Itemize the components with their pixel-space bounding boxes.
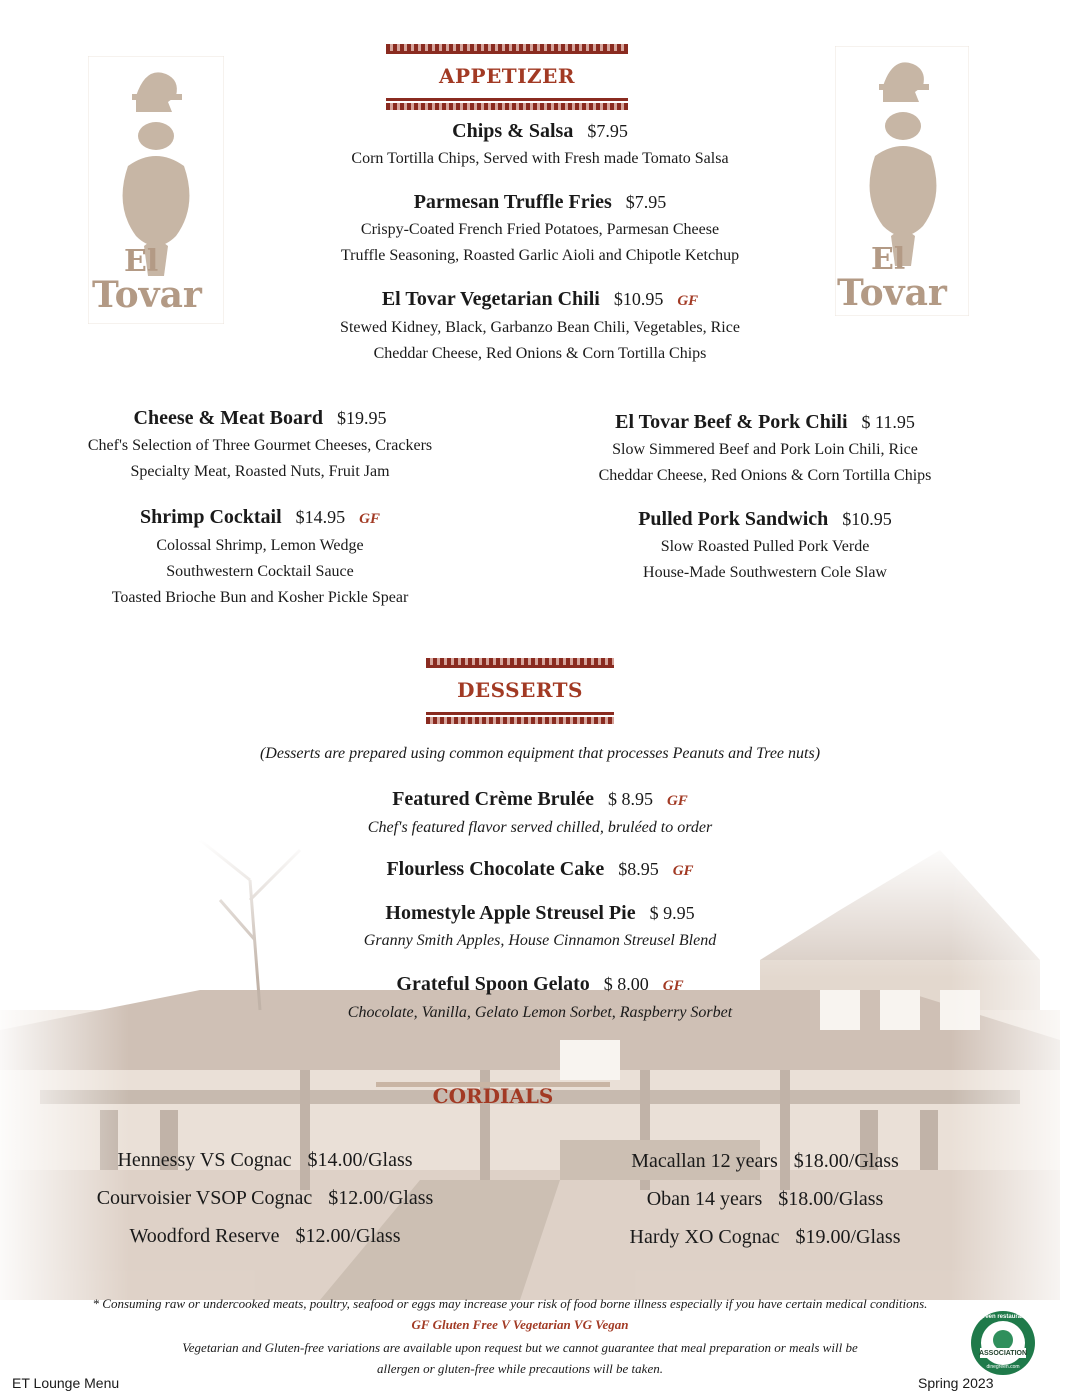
cordial-row bbox=[540, 1142, 990, 1180]
variations-disclaimer: Vegetarian and Gluten-free variations are available upon request but we cannot guarantee that meal preparation or meals will be bbox=[182, 1340, 858, 1355]
green-restaurant-badge bbox=[970, 1310, 1036, 1376]
footer-menu-name: ET Lounge Menu bbox=[12, 1375, 120, 1391]
cordial-row bbox=[40, 1179, 490, 1217]
item-name: Cheese & Meat Board bbox=[133, 407, 323, 429]
desserts-title: DESSERTS bbox=[457, 678, 583, 702]
item-price: $14.95 bbox=[295, 507, 346, 527]
gluten-free-tag: GF bbox=[677, 293, 699, 309]
item-description: Southwestern Cocktail Sauce bbox=[166, 563, 354, 580]
item-description: Corn Tortilla Chips, Served with Fresh made Tomato Salsa bbox=[351, 150, 729, 167]
item-description: Chocolate, Vanilla, Gelato Lemon Sorbet, Raspberry Sorbet bbox=[347, 1004, 733, 1021]
appetizer-item bbox=[200, 285, 880, 367]
item-price: $10.95 bbox=[842, 509, 892, 529]
footer-season: Spring 2023 bbox=[918, 1375, 994, 1391]
cordial-name: Macallan 12 years bbox=[631, 1150, 778, 1172]
item-description: Truffle Seasoning, Roasted Garlic Aioli and Chipotle Ketchup bbox=[340, 247, 740, 264]
appetizer-banner bbox=[386, 44, 628, 110]
cordial-price: $12.00/Glass bbox=[328, 1187, 434, 1209]
item-price: $ 8.95 bbox=[607, 789, 653, 809]
item-description: House-Made Southwestern Cole Slaw bbox=[643, 564, 887, 581]
variations-disclaimer: allergen or gluten-free while precautions will be taken. bbox=[377, 1361, 663, 1376]
item-price: $ 9.95 bbox=[649, 903, 695, 923]
appetizer-item bbox=[200, 188, 880, 269]
gluten-free-tag: GF bbox=[666, 793, 688, 809]
item-description: Toasted Brioche Bun and Kosher Pickle Spear bbox=[111, 589, 409, 606]
item-description: Colossal Shrimp, Lemon Wedge bbox=[156, 537, 364, 554]
cordial-price: $14.00/Glass bbox=[307, 1149, 413, 1171]
cordial-name: Courvoisier VSOP Cognac bbox=[96, 1187, 313, 1209]
item-name: Flourless Chocolate Cake bbox=[386, 858, 605, 880]
item-price: $10.95 bbox=[613, 289, 664, 309]
dessert-item bbox=[200, 855, 880, 885]
item-price: $7.95 bbox=[625, 192, 667, 212]
item-description: Chef's Selection of Three Gourmet Cheeses, Crackers bbox=[87, 437, 433, 454]
gluten-free-tag: GF bbox=[359, 511, 381, 527]
cordials-right-list bbox=[540, 1142, 990, 1256]
cordial-name: Oban 14 years bbox=[646, 1188, 763, 1210]
item-price: $8.95 bbox=[618, 859, 659, 879]
raw-food-warning: * Consuming raw or undercooked meats, poultry, seafood or eggs may increase your risk of food borne illness especially if you have certain medical conditions. bbox=[92, 1296, 928, 1311]
logo-tovar-text: Tovar bbox=[837, 272, 947, 314]
logo-el-text: El bbox=[124, 244, 159, 279]
item-description: Stewed Kidney, Black, Garbanzo Bean Chili, Vegetables, Rice bbox=[340, 319, 740, 336]
appetizer-item bbox=[540, 505, 990, 586]
item-name: Parmesan Truffle Fries bbox=[413, 191, 612, 213]
item-description: Slow Simmered Beef and Pork Loin Chili, Rice bbox=[612, 441, 918, 458]
item-description: Specialty Meat, Roasted Nuts, Fruit Jam bbox=[130, 463, 390, 480]
cordial-name: Hardy XO Cognac bbox=[629, 1226, 780, 1248]
desserts-allergen-note: (Desserts are prepared using common equipment that processes Peanuts and Tree nuts) bbox=[259, 745, 821, 762]
dessert-item bbox=[200, 899, 880, 954]
gluten-free-tag: GF bbox=[672, 863, 694, 879]
cordial-price: $18.00/Glass bbox=[793, 1150, 899, 1172]
cordial-price: $12.00/Glass bbox=[295, 1225, 401, 1247]
cordial-row bbox=[540, 1180, 990, 1218]
desserts-banner bbox=[426, 658, 614, 724]
cordial-price: $18.00/Glass bbox=[778, 1188, 884, 1210]
cordials-left-list bbox=[40, 1141, 490, 1255]
cordial-row bbox=[40, 1141, 490, 1179]
dessert-item bbox=[200, 970, 880, 1026]
item-description: Chef's featured flavor served chilled, bruléed to order bbox=[367, 819, 713, 836]
logo-el-text: El bbox=[871, 242, 906, 277]
badge-middle-text: ASSOCIATION bbox=[978, 1350, 1028, 1357]
item-name: Shrimp Cocktail bbox=[139, 506, 282, 528]
item-name: El Tovar Beef & Pork Chili bbox=[615, 411, 848, 433]
item-description: Granny Smith Apples, House Cinnamon Streusel Blend bbox=[363, 932, 717, 949]
badge-url-text: dinegreen.com bbox=[986, 1364, 1020, 1370]
cordial-price: $19.00/Glass bbox=[795, 1226, 901, 1248]
dietary-legend: GF Gluten Free V Vegetarian VG Vegan bbox=[411, 1317, 629, 1332]
item-name: Featured Crème Brulée bbox=[392, 788, 594, 810]
cordial-name: Woodford Reserve bbox=[129, 1225, 280, 1247]
badge-top-text: green restaurant bbox=[979, 1314, 1027, 1320]
cordial-row bbox=[540, 1218, 990, 1256]
item-name: Grateful Spoon Gelato bbox=[396, 973, 590, 995]
item-price: $7.95 bbox=[587, 121, 628, 141]
item-description: Crispy-Coated French Fried Potatoes, Parmesan Cheese bbox=[360, 221, 720, 238]
el-tovar-logo-right bbox=[835, 46, 969, 316]
appetizer-item bbox=[30, 404, 490, 485]
item-description: Cheddar Cheese, Red Onions & Corn Tortilla Chips bbox=[373, 345, 707, 362]
gluten-free-tag: GF bbox=[662, 978, 684, 994]
item-description: Cheddar Cheese, Red Onions & Corn Tortilla Chips bbox=[598, 467, 932, 484]
appetizer-item bbox=[30, 503, 490, 611]
item-price: $ 11.95 bbox=[861, 412, 915, 432]
item-price: $19.95 bbox=[336, 408, 387, 428]
appetizer-title: APPETIZER bbox=[438, 64, 576, 88]
cordials-banner bbox=[376, 1080, 610, 1116]
item-name: El Tovar Vegetarian Chili bbox=[381, 288, 600, 310]
item-name: Pulled Pork Sandwich bbox=[638, 508, 829, 530]
logo-tovar-text: Tovar bbox=[92, 274, 202, 316]
cordials-title: CORDIALS bbox=[432, 1084, 554, 1108]
item-description: Slow Roasted Pulled Pork Verde bbox=[660, 538, 870, 555]
dessert-item bbox=[200, 785, 880, 841]
appetizer-item bbox=[200, 117, 880, 172]
item-price: $ 8.00 bbox=[603, 974, 649, 994]
cordial-row bbox=[40, 1217, 490, 1255]
item-name: Chips & Salsa bbox=[452, 120, 574, 142]
cordial-name: Hennessy VS Cognac bbox=[117, 1149, 292, 1171]
item-name: Homestyle Apple Streusel Pie bbox=[385, 902, 636, 924]
appetizer-item bbox=[540, 408, 990, 489]
